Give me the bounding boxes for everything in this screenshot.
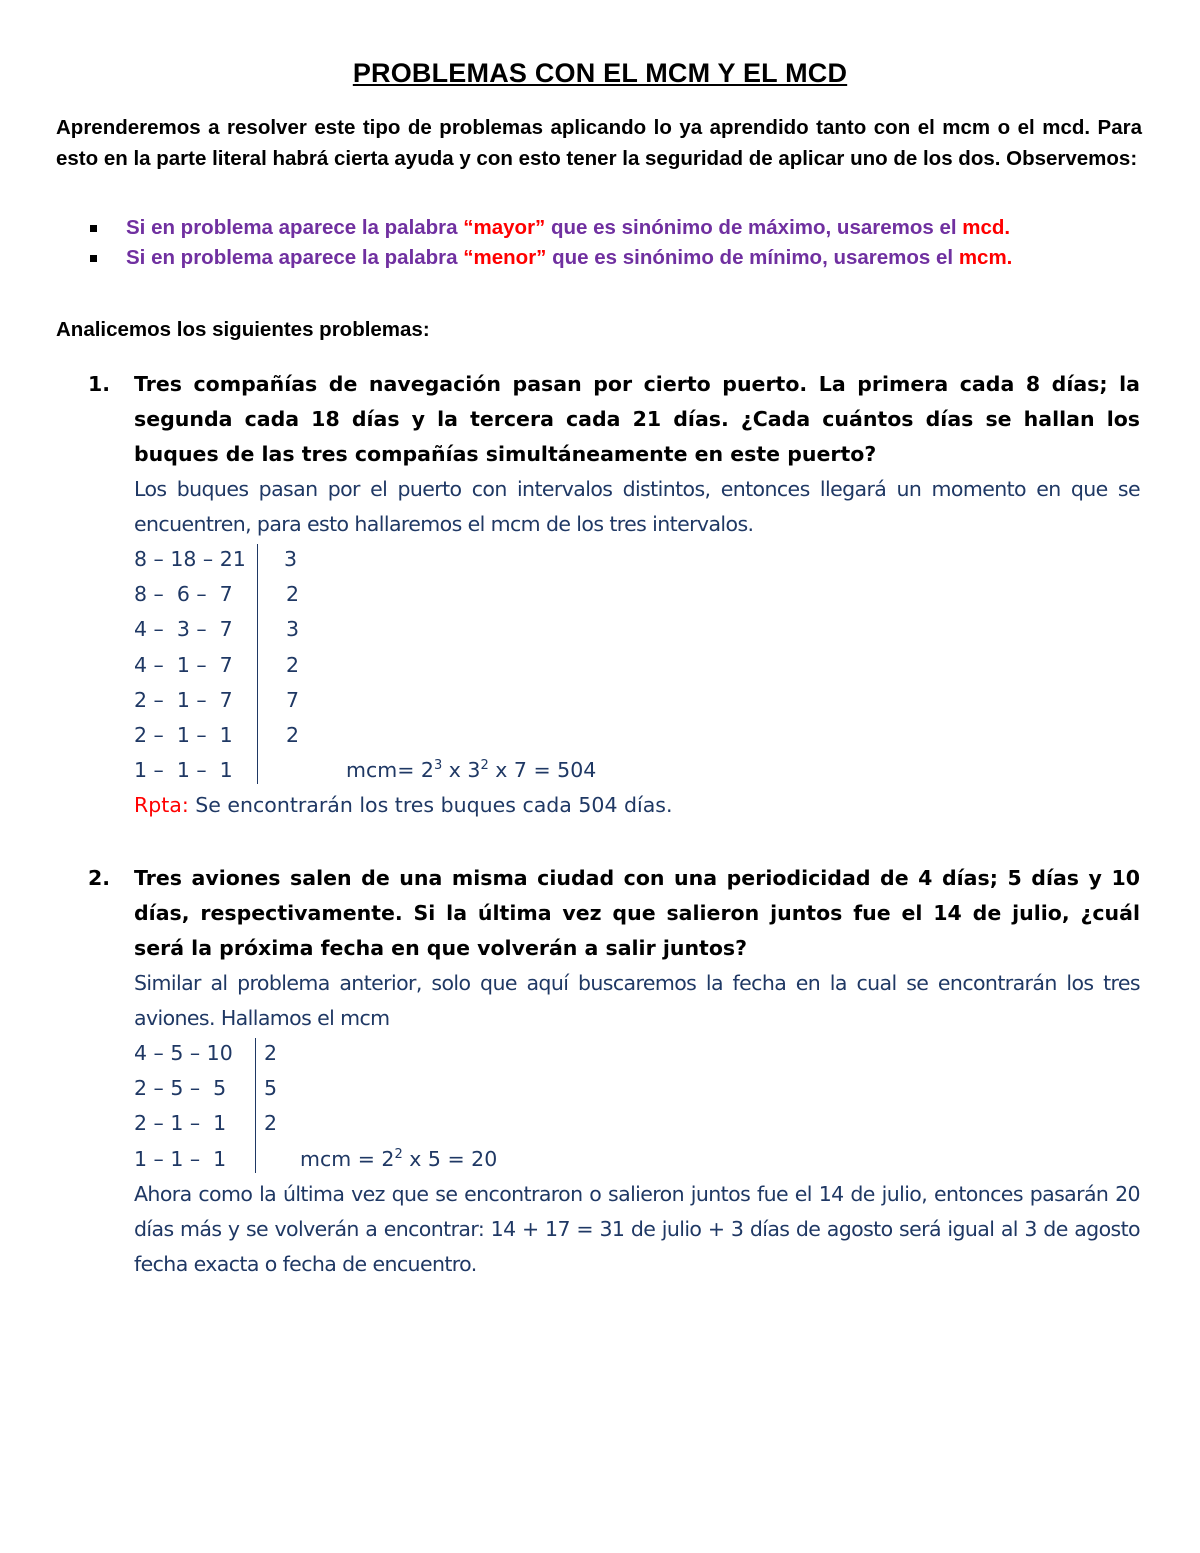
table-row: 8 – 18 – 21 3 — [134, 547, 298, 571]
table-row: 2 – 1 – 1 2 — [134, 1111, 278, 1136]
answer-line: Rpta: Se encontrarán los tres buques cada 504 días. — [134, 793, 673, 818]
keyword-menor: “menor” — [463, 246, 547, 269]
mcm-result: $mcm= 2^3$ x $3^2$ x 7 = 504 — [346, 758, 597, 783]
section-heading: Analicemos los siguientes problemas: — [56, 318, 430, 341]
mcm-result: mcm = $2^2$ x 5 = 20 — [300, 1146, 498, 1171]
table-row: 2 – 1 – 7 7 — [134, 687, 300, 712]
keyword-mcm: mcm. — [958, 246, 1013, 269]
rules-list — [86, 213, 1146, 273]
keyword-mcd: mcd. — [962, 216, 1011, 239]
problem-1 — [88, 367, 1140, 823]
problem-2 — [88, 861, 1140, 1282]
keyword-mayor: “mayor” — [463, 216, 546, 239]
problem-number: 2. — [88, 866, 111, 890]
problem-conclusion: Ahora como la última vez que se encontraron o salieron juntos fue el 14 de julio, entonces pasarán 20 días más y se volverán a encontrar: 14 + 17 = 31 de julio + 3 días de agosto será igual al 3 de agosto fecha exacta o fecha de encuentro. — [134, 1181, 1140, 1276]
problem-statement: Tres compañías de navegación pasan por cierto puerto. La primera cada 8 días; la segunda cada 18 días y la tercera cada 21 días. ¿Cada cuántos días se hallan los buques de las tres compañías simultáneamente en este puerto? — [134, 372, 1140, 466]
table-row: 8 – 6 – 7 2 — [134, 582, 300, 607]
division-table — [134, 542, 1140, 788]
list-item: Si en problema aparece la palabra “menor” que es sinónimo de mínimo, usaremos el mcm. — [86, 243, 1146, 273]
square-bullet-icon — [90, 225, 97, 232]
problem-statement: Tres aviones salen de una misma ciudad con una periodicidad de 4 días; 5 días y 10 días, respectivamente. Si la última vez que salieron juntos fue el 14 de julio, ¿cuál será la próxima fecha en que volverán a salir juntos? — [134, 866, 1140, 960]
table-row: 1 – 1 – 1 $mcm= 2^3$ x $3^2$ x 7 = 504 — [134, 753, 1140, 788]
square-bullet-icon — [90, 255, 97, 262]
table-row: 2 – 5 – 5 5 — [134, 1076, 278, 1101]
page-title: PROBLEMAS CON EL MCM Y EL MCD — [352, 58, 848, 88]
division-table — [134, 1036, 1140, 1177]
table-row: 2 – 1 – 1 2 — [134, 722, 300, 747]
table-row: 4 – 5 – 10 2 — [134, 1041, 278, 1065]
intro-paragraph: Aprenderemos a resolver este tipo de problemas aplicando lo ya aprendido tanto con el mcm o el mcd. Para esto en la parte literal habrá cierta ayuda y con esto tener la seguridad de aplicar uno de los dos. Observemos: — [56, 116, 1142, 170]
problem-number: 1. — [88, 372, 111, 396]
table-row: 4 – 3 – 7 3 — [134, 617, 300, 642]
table-row: 1 – 1 – 1 mcm = $2^2$ x 5 = 20 — [134, 1142, 1140, 1177]
answer-label: Rpta: — [134, 793, 189, 818]
table-row: 4 – 1 – 7 2 — [134, 652, 300, 677]
list-item: Si en problema aparece la palabra “mayor” que es sinónimo de máximo, usaremos el mcd. — [86, 213, 1146, 243]
problem-explanation: Similar al problema anterior, solo que aquí buscaremos la fecha en la cual se encontrarán los tres aviones. Hallamos el mcm — [134, 971, 1140, 1030]
problem-explanation: Los buques pasan por el puerto con intervalos distintos, entonces llegará un momento en que se encuentren, para esto hallaremos el mcm de los tres intervalos. — [134, 477, 1140, 536]
